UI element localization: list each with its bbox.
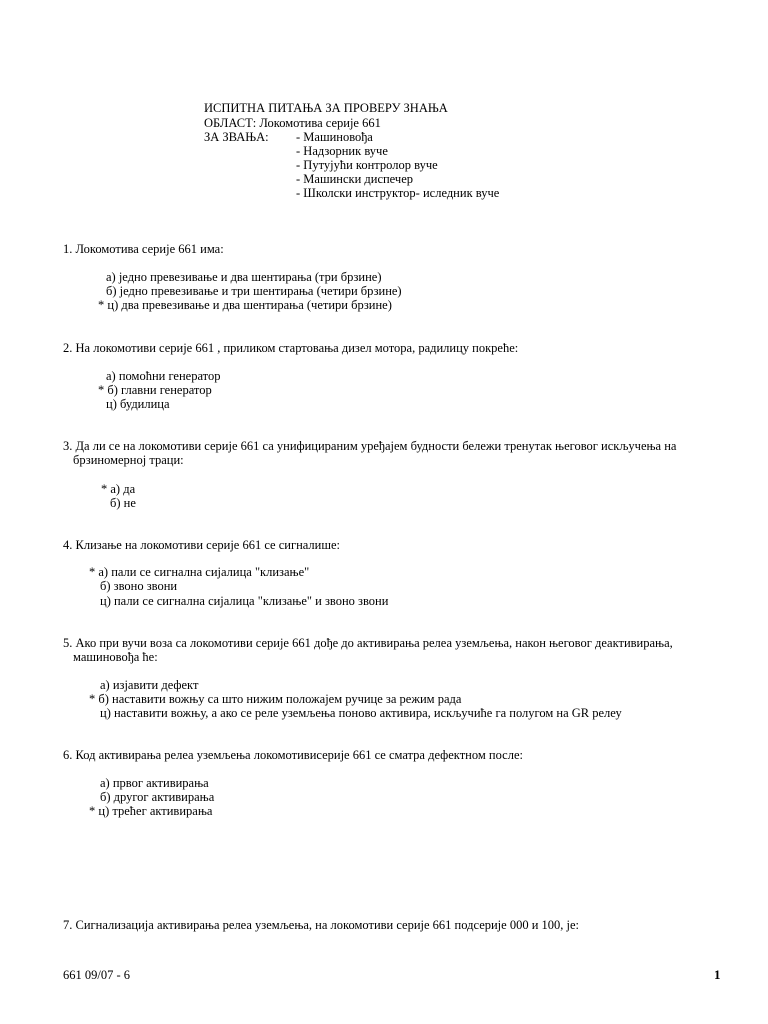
answer-option-correct: * ц) два превезивање и два шентирања (четири брзине) [98, 298, 392, 312]
document-title: ИСПИТНА ПИТАЊА ЗА ПРОВЕРУ ЗНАЊА [204, 101, 448, 115]
question-5-continued: машиновођа ће: [73, 650, 158, 664]
answer-option-correct: * б) главни генератор [98, 383, 212, 397]
answer-option: б) једно превезивање и три шентирања (четири брзине) [106, 284, 402, 298]
answer-option: б) другог активирања [100, 790, 215, 804]
question-2: 2. На локомотиви серије 661 , приликом стартовања дизел мотора, радилицу покреће: [63, 341, 519, 355]
question-7: 7. Сигнализација активирања релеа уземљења, на локомотиви серије 661 подсерије 000 и 100, је: [63, 918, 580, 932]
answer-option: а) изјавити дефект [100, 678, 199, 692]
role-item: - Машински диспечер [296, 172, 413, 186]
answer-option-correct: * а) да [101, 482, 136, 496]
question-3-continued: брзиномерној траци: [73, 453, 184, 467]
role-item: - Машиновођа [296, 130, 373, 144]
question-5: 5. Ако при вучи воза са локомотиви серије 661 дође до активирања релеа уземљења, након његовог деактивирања, [63, 636, 673, 650]
question-1: 1. Локомотива серије 661 има: [63, 242, 224, 256]
role-item: - Школски инструктор- иследник вуче [296, 186, 500, 200]
question-3: 3. Да ли се на локомотиви серије 661 са унифицираним уређајем будности бележи тренутак његовог искључења на [63, 439, 677, 453]
answer-option: ц) наставити вожњу, а ако се реле уземљења поново активира, искључиће га полугом на GR релеу [100, 706, 622, 720]
question-4: 4. Клизање на локомотиви серије 661 се сигналише: [63, 538, 340, 552]
footer-document-code: 661 09/07 - 6 [63, 968, 131, 982]
answer-option-correct: * б) наставити вожњу са што нижим положајем ручице за режим рада [89, 692, 462, 706]
answer-option: ц) пали се сигнална сијалица "клизање" и звоно звони [100, 594, 389, 608]
answer-option: б) звоно звони [100, 579, 178, 593]
role-item: - Путујући контролор вуче [296, 158, 438, 172]
answer-option: б) не [110, 496, 136, 510]
answer-option-correct: * ц) трећег активирања [89, 804, 213, 818]
answer-option: а) првог активирања [100, 776, 209, 790]
roles-label: ЗА ЗВАЊА: [204, 130, 269, 144]
page-number: 1 [714, 967, 721, 982]
answer-option: а) помоћни генератор [106, 369, 221, 383]
answer-option-correct: * а) пали се сигнална сијалица "клизање" [89, 565, 310, 579]
role-item: - Надзорник вуче [296, 144, 388, 158]
answer-option: ц) будилица [106, 397, 170, 411]
question-6: 6. Код активирања релеа уземљења локомотивисерије 661 се сматра дефектном после: [63, 748, 523, 762]
document-area: ОБЛАСТ: Локомотива серије 661 [204, 116, 381, 130]
answer-option: а) једно превезивање и два шентирања (три брзине) [106, 270, 382, 284]
